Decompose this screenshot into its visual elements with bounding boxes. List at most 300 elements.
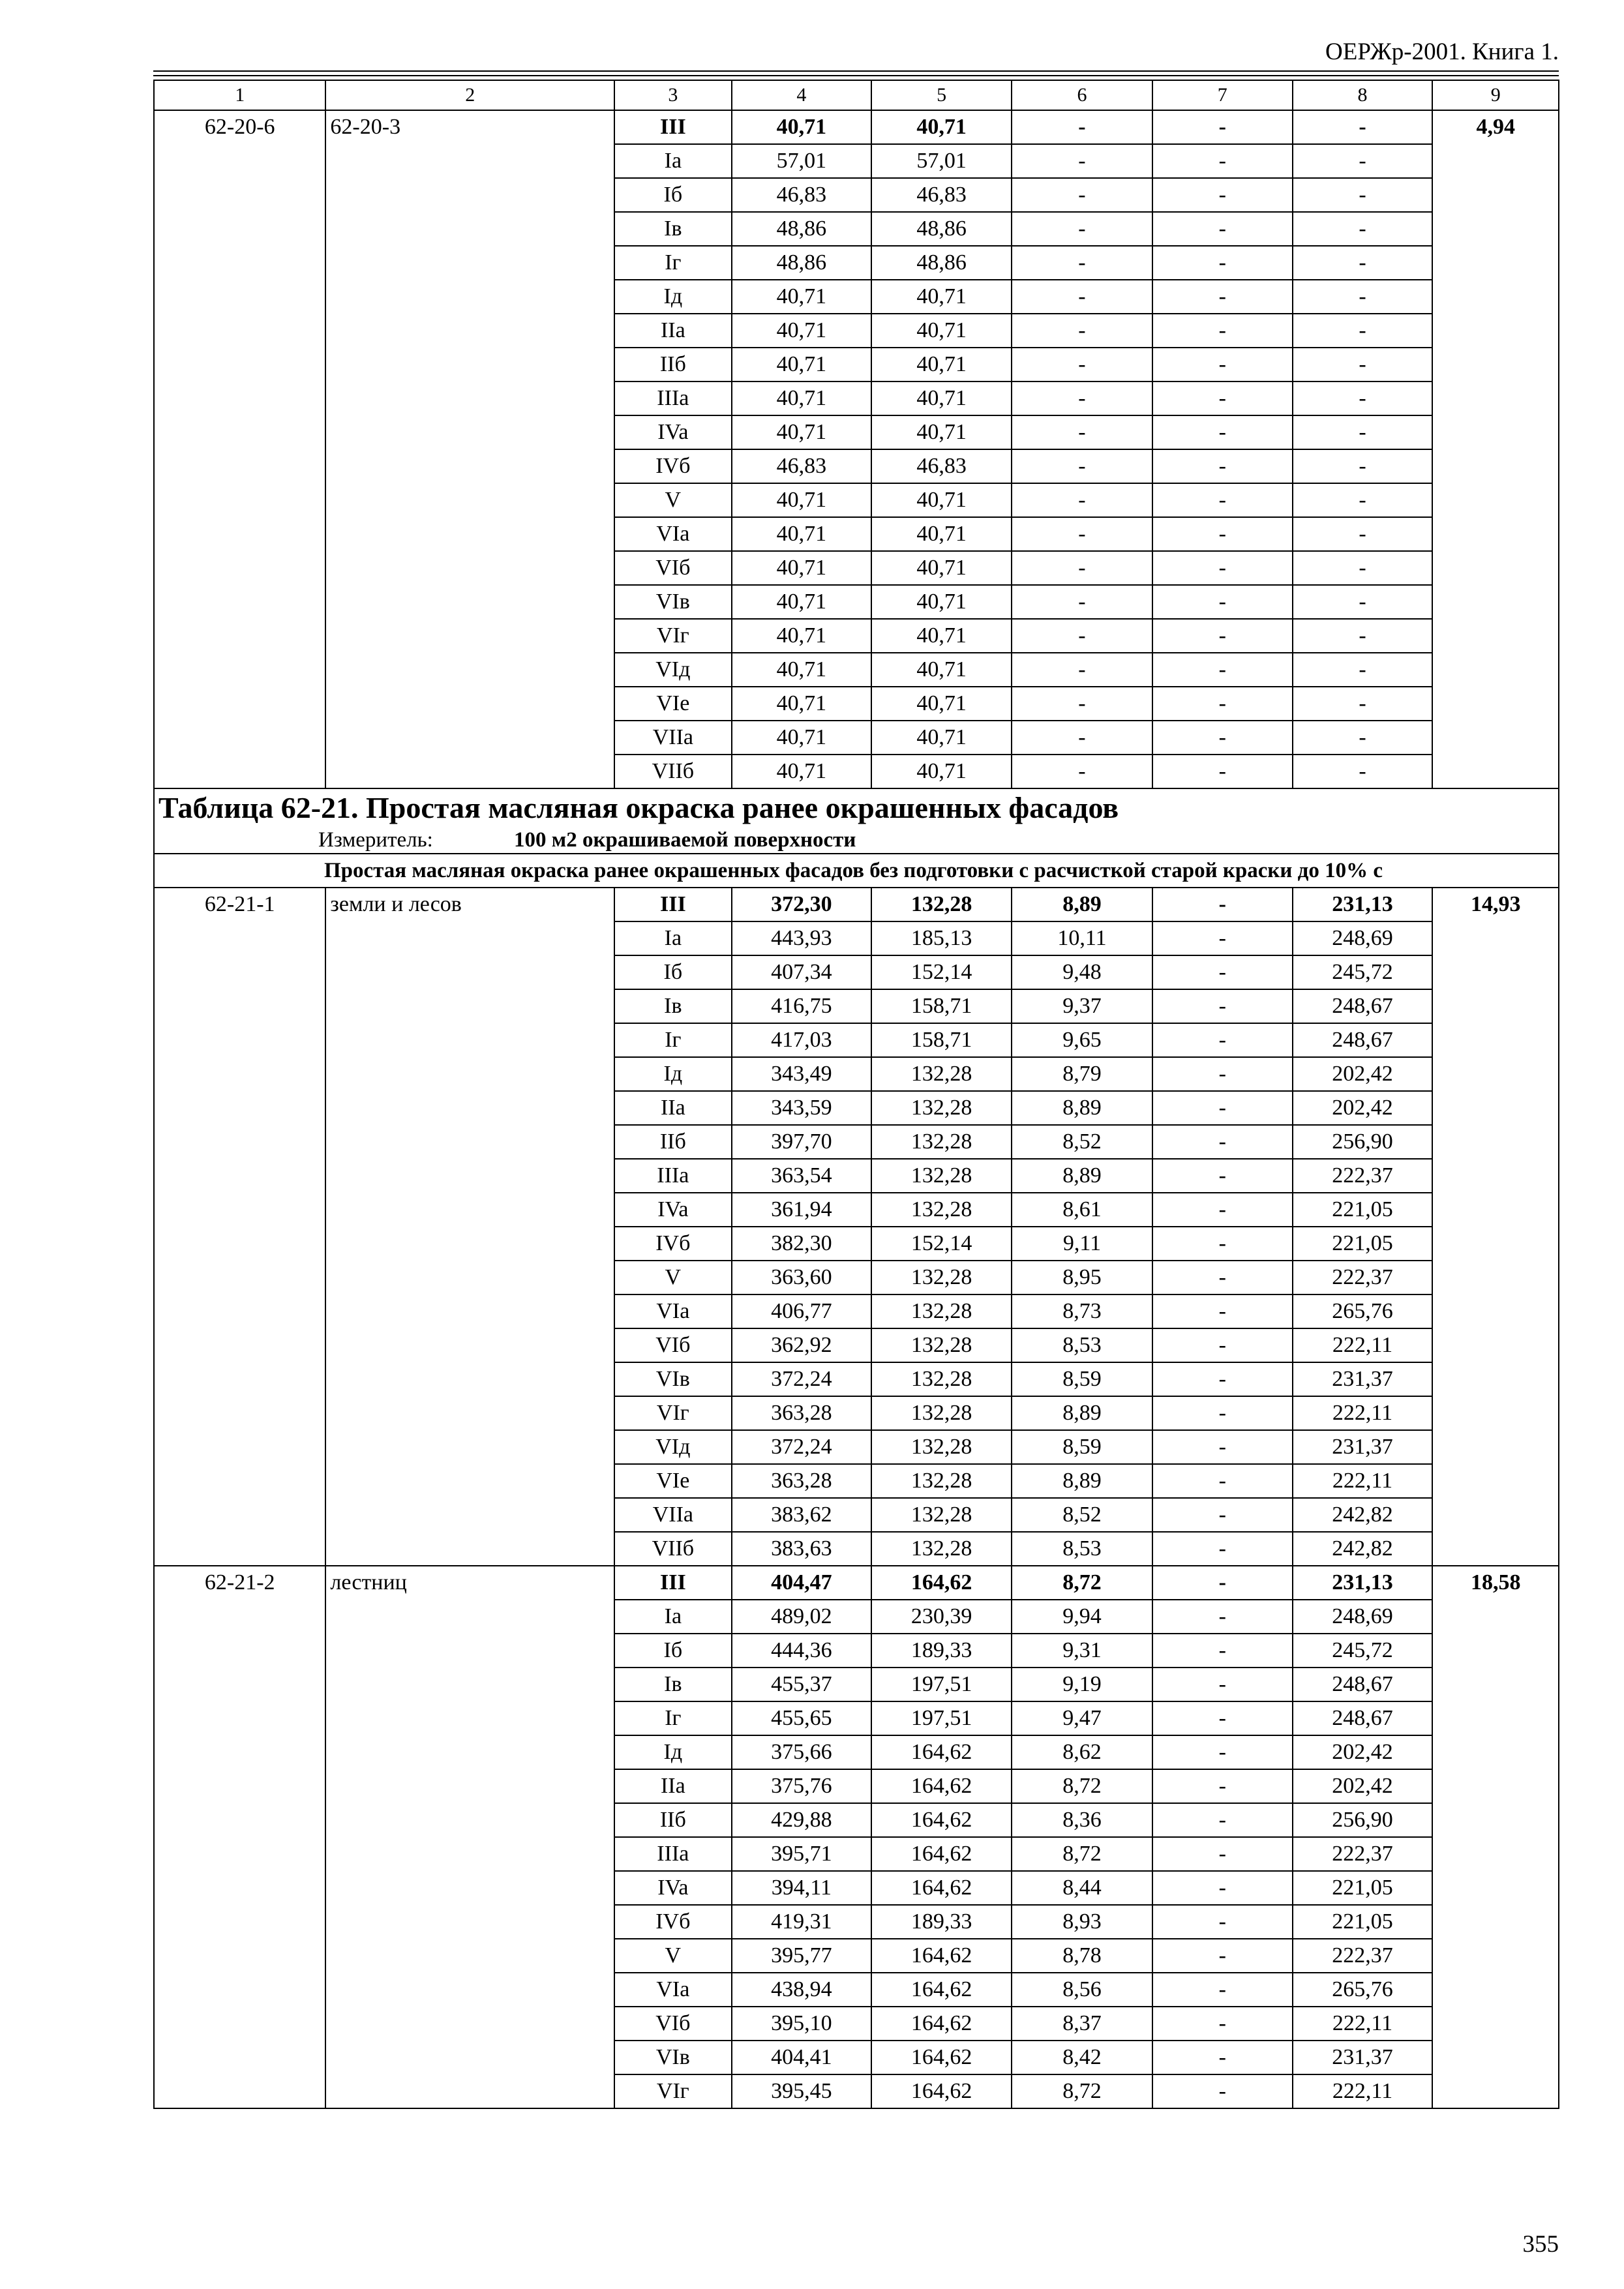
- direct-cost: 404,41: [732, 2041, 872, 2074]
- zone-code: Iб: [614, 955, 731, 989]
- material-cost: -: [1293, 551, 1433, 585]
- machine-cost: 8,62: [1012, 1735, 1152, 1769]
- material-cost: -: [1293, 619, 1433, 653]
- direct-cost: 363,60: [732, 1261, 872, 1294]
- driver-wage: -: [1152, 619, 1293, 653]
- material-cost: 265,76: [1293, 1294, 1433, 1328]
- driver-wage: -: [1152, 1261, 1293, 1294]
- direct-cost: 40,71: [732, 314, 872, 348]
- measure-label: Измеритель:: [318, 828, 433, 852]
- direct-cost: 444,36: [732, 1634, 872, 1668]
- column-number: 3: [614, 80, 731, 110]
- direct-cost: 404,47: [732, 1566, 872, 1600]
- direct-cost: 57,01: [732, 144, 872, 178]
- zone-code: VIe: [614, 687, 731, 721]
- driver-wage: -: [1152, 314, 1293, 348]
- material-cost: 221,05: [1293, 1227, 1433, 1261]
- driver-wage: -: [1152, 144, 1293, 178]
- table-body-bottom: [154, 888, 1559, 2108]
- labor-cost: 40,71: [871, 382, 1012, 415]
- labor-cost: 152,14: [871, 955, 1012, 989]
- direct-cost: 395,10: [732, 2007, 872, 2041]
- machine-cost: 8,79: [1012, 1057, 1152, 1091]
- machine-cost: 8,53: [1012, 1328, 1152, 1362]
- zone-code: VIг: [614, 1396, 731, 1430]
- material-cost: 222,37: [1293, 1261, 1433, 1294]
- material-cost: -: [1293, 449, 1433, 483]
- driver-wage: -: [1152, 1294, 1293, 1328]
- column-number-row: [154, 80, 1559, 110]
- measure-value: 100 м2 окрашиваемой поверхности: [514, 828, 856, 852]
- zone-code: VIг: [614, 619, 731, 653]
- labor-cost: 197,51: [871, 1701, 1012, 1735]
- labor-cost: 132,28: [871, 1125, 1012, 1159]
- machine-cost: 9,37: [1012, 989, 1152, 1023]
- machine-cost: 8,59: [1012, 1430, 1152, 1464]
- work-name: лестниц: [325, 1566, 614, 2108]
- zone-code: IIa: [614, 1769, 731, 1803]
- labor-cost: 164,62: [871, 1973, 1012, 2007]
- rate-code: 62-21-1: [154, 888, 325, 1566]
- zone-code: VIв: [614, 585, 731, 619]
- direct-cost: 40,71: [732, 721, 872, 755]
- material-cost: 222,11: [1293, 1396, 1433, 1430]
- material-cost: 231,37: [1293, 2041, 1433, 2074]
- labor-hours: 14,93: [1432, 888, 1559, 1566]
- description-row: [154, 854, 1559, 888]
- driver-wage: -: [1152, 921, 1293, 955]
- direct-cost: 455,37: [732, 1668, 872, 1701]
- machine-cost: 8,61: [1012, 1193, 1152, 1227]
- direct-cost: 397,70: [732, 1125, 872, 1159]
- driver-wage: -: [1152, 246, 1293, 280]
- column-number: 9: [1432, 80, 1559, 110]
- direct-cost: 40,71: [732, 585, 872, 619]
- labor-cost: 40,71: [871, 110, 1012, 144]
- labor-cost: 189,33: [871, 1905, 1012, 1939]
- zone-code: IVб: [614, 1227, 731, 1261]
- driver-wage: -: [1152, 1600, 1293, 1634]
- direct-cost: 48,86: [732, 212, 872, 246]
- driver-wage: -: [1152, 1498, 1293, 1532]
- labor-cost: 132,28: [871, 1396, 1012, 1430]
- direct-cost: 395,77: [732, 1939, 872, 1973]
- driver-wage: -: [1152, 280, 1293, 314]
- driver-wage: -: [1152, 212, 1293, 246]
- machine-cost: 9,19: [1012, 1668, 1152, 1701]
- material-cost: 221,05: [1293, 1193, 1433, 1227]
- material-cost: 265,76: [1293, 1973, 1433, 2007]
- machine-cost: 8,52: [1012, 1498, 1152, 1532]
- machine-cost: 8,89: [1012, 1396, 1152, 1430]
- machine-cost: -: [1012, 382, 1152, 415]
- labor-cost: 164,62: [871, 1939, 1012, 1973]
- material-cost: -: [1293, 110, 1433, 144]
- material-cost: 231,13: [1293, 888, 1433, 921]
- table-section-header: [154, 788, 1559, 888]
- labor-cost: 132,28: [871, 1498, 1012, 1532]
- machine-cost: -: [1012, 178, 1152, 212]
- machine-cost: 8,52: [1012, 1125, 1152, 1159]
- zone-code: VIa: [614, 1294, 731, 1328]
- driver-wage: -: [1152, 382, 1293, 415]
- machine-cost: -: [1012, 653, 1152, 687]
- zone-code: Iб: [614, 178, 731, 212]
- direct-cost: 419,31: [732, 1905, 872, 1939]
- machine-cost: 9,65: [1012, 1023, 1152, 1057]
- material-cost: 221,05: [1293, 1871, 1433, 1905]
- labor-cost: 132,28: [871, 1193, 1012, 1227]
- labor-cost: 48,86: [871, 212, 1012, 246]
- driver-wage: -: [1152, 1430, 1293, 1464]
- driver-wage: -: [1152, 348, 1293, 382]
- driver-wage: -: [1152, 955, 1293, 989]
- column-number: 4: [732, 80, 872, 110]
- driver-wage: -: [1152, 989, 1293, 1023]
- zone-code: V: [614, 1939, 731, 1973]
- column-number: 5: [871, 80, 1012, 110]
- zone-code: IVб: [614, 1905, 731, 1939]
- zone-code: VIд: [614, 653, 731, 687]
- table-row: [154, 1566, 1559, 1600]
- work-name: 62-20-3: [325, 110, 614, 788]
- labor-cost: 164,62: [871, 2074, 1012, 2108]
- driver-wage: -: [1152, 653, 1293, 687]
- material-cost: 222,11: [1293, 2074, 1433, 2108]
- direct-cost: 383,63: [732, 1532, 872, 1566]
- material-cost: -: [1293, 246, 1433, 280]
- machine-cost: 8,89: [1012, 1091, 1152, 1125]
- material-cost: 248,67: [1293, 1701, 1433, 1735]
- direct-cost: 40,71: [732, 348, 872, 382]
- driver-wage: -: [1152, 110, 1293, 144]
- direct-cost: 394,11: [732, 1871, 872, 1905]
- machine-cost: 8,44: [1012, 1871, 1152, 1905]
- direct-cost: 395,71: [732, 1837, 872, 1871]
- driver-wage: -: [1152, 517, 1293, 551]
- driver-wage: -: [1152, 1905, 1293, 1939]
- driver-wage: -: [1152, 449, 1293, 483]
- machine-cost: 8,72: [1012, 1769, 1152, 1803]
- zone-code: III: [614, 888, 731, 921]
- machine-cost: 8,72: [1012, 1566, 1152, 1600]
- driver-wage: -: [1152, 1193, 1293, 1227]
- zone-code: VIг: [614, 2074, 731, 2108]
- labor-cost: 40,71: [871, 551, 1012, 585]
- driver-wage: -: [1152, 2074, 1293, 2108]
- material-cost: -: [1293, 721, 1433, 755]
- zone-code: IIIa: [614, 1159, 731, 1193]
- zone-code: Iб: [614, 1634, 731, 1668]
- zone-code: Ia: [614, 921, 731, 955]
- machine-cost: 8,37: [1012, 2007, 1152, 2041]
- zone-code: Iд: [614, 1735, 731, 1769]
- labor-cost: 40,71: [871, 415, 1012, 449]
- direct-cost: 372,24: [732, 1430, 872, 1464]
- labor-cost: 164,62: [871, 1566, 1012, 1600]
- direct-cost: 40,71: [732, 517, 872, 551]
- material-cost: 248,67: [1293, 1023, 1433, 1057]
- measure-cell: [154, 827, 1559, 854]
- direct-cost: 429,88: [732, 1803, 872, 1837]
- labor-cost: 230,39: [871, 1600, 1012, 1634]
- driver-wage: -: [1152, 2041, 1293, 2074]
- machine-cost: 10,11: [1012, 921, 1152, 955]
- labor-cost: 164,62: [871, 1871, 1012, 1905]
- driver-wage: -: [1152, 1634, 1293, 1668]
- zone-code: V: [614, 483, 731, 517]
- direct-cost: 40,71: [732, 110, 872, 144]
- labor-cost: 197,51: [871, 1668, 1012, 1701]
- labor-cost: 132,28: [871, 1159, 1012, 1193]
- zone-code: VIв: [614, 1362, 731, 1396]
- direct-cost: 40,71: [732, 280, 872, 314]
- driver-wage: -: [1152, 1701, 1293, 1735]
- machine-cost: -: [1012, 212, 1152, 246]
- zone-code: Iд: [614, 280, 731, 314]
- driver-wage: -: [1152, 551, 1293, 585]
- direct-cost: 382,30: [732, 1227, 872, 1261]
- material-cost: 231,37: [1293, 1362, 1433, 1396]
- column-number: 6: [1012, 80, 1152, 110]
- driver-wage: -: [1152, 1668, 1293, 1701]
- zone-code: Iг: [614, 1701, 731, 1735]
- material-cost: 248,69: [1293, 1600, 1433, 1634]
- direct-cost: 361,94: [732, 1193, 872, 1227]
- machine-cost: -: [1012, 246, 1152, 280]
- labor-cost: 164,62: [871, 1803, 1012, 1837]
- driver-wage: -: [1152, 1362, 1293, 1396]
- direct-cost: 46,83: [732, 449, 872, 483]
- zone-code: Iг: [614, 246, 731, 280]
- labor-cost: 164,62: [871, 2041, 1012, 2074]
- material-cost: 248,67: [1293, 1668, 1433, 1701]
- machine-cost: 8,42: [1012, 2041, 1152, 2074]
- zone-code: IIIa: [614, 382, 731, 415]
- driver-wage: -: [1152, 1057, 1293, 1091]
- driver-wage: -: [1152, 1803, 1293, 1837]
- zone-code: IIб: [614, 348, 731, 382]
- direct-cost: 363,54: [732, 1159, 872, 1193]
- material-cost: -: [1293, 178, 1433, 212]
- material-cost: 242,82: [1293, 1498, 1433, 1532]
- material-cost: -: [1293, 687, 1433, 721]
- direct-cost: 343,49: [732, 1057, 872, 1091]
- machine-cost: -: [1012, 483, 1152, 517]
- direct-cost: 46,83: [732, 178, 872, 212]
- driver-wage: -: [1152, 1769, 1293, 1803]
- material-cost: 202,42: [1293, 1735, 1433, 1769]
- zone-code: IVa: [614, 1871, 731, 1905]
- zone-code: Iв: [614, 989, 731, 1023]
- direct-cost: 40,71: [732, 653, 872, 687]
- direct-cost: 406,77: [732, 1294, 872, 1328]
- table-body-top: [154, 80, 1559, 788]
- material-cost: 231,13: [1293, 1566, 1433, 1600]
- material-cost: 202,42: [1293, 1769, 1433, 1803]
- machine-cost: 8,72: [1012, 2074, 1152, 2108]
- driver-wage: -: [1152, 687, 1293, 721]
- direct-cost: 372,30: [732, 888, 872, 921]
- labor-cost: 132,28: [871, 1532, 1012, 1566]
- driver-wage: -: [1152, 1837, 1293, 1871]
- labor-cost: 40,71: [871, 280, 1012, 314]
- labor-cost: 40,71: [871, 687, 1012, 721]
- direct-cost: 362,92: [732, 1328, 872, 1362]
- labor-cost: 48,86: [871, 246, 1012, 280]
- machine-cost: 8,73: [1012, 1294, 1152, 1328]
- machine-cost: 8,56: [1012, 1973, 1152, 2007]
- section-title: Таблица 62-21. Простая масляная окраска ранее окрашенных фасадов: [154, 788, 1559, 827]
- labor-cost: 132,28: [871, 1294, 1012, 1328]
- column-number: 7: [1152, 80, 1293, 110]
- labor-cost: 40,71: [871, 314, 1012, 348]
- material-cost: 256,90: [1293, 1125, 1433, 1159]
- labor-hours: 18,58: [1432, 1566, 1559, 2108]
- zone-code: Iв: [614, 1668, 731, 1701]
- zone-code: IIб: [614, 1125, 731, 1159]
- machine-cost: 9,48: [1012, 955, 1152, 989]
- zone-code: IVб: [614, 449, 731, 483]
- driver-wage: -: [1152, 888, 1293, 921]
- machine-cost: -: [1012, 280, 1152, 314]
- labor-cost: 40,71: [871, 483, 1012, 517]
- zone-code: VIб: [614, 2007, 731, 2041]
- material-cost: -: [1293, 348, 1433, 382]
- section-title-row: [154, 788, 1559, 827]
- material-cost: 242,82: [1293, 1532, 1433, 1566]
- zone-code: VIIб: [614, 1532, 731, 1566]
- page-number: 355: [1522, 2231, 1559, 2258]
- machine-cost: -: [1012, 755, 1152, 788]
- zone-code: VIб: [614, 551, 731, 585]
- zone-code: IIб: [614, 1803, 731, 1837]
- driver-wage: -: [1152, 755, 1293, 788]
- direct-cost: 40,71: [732, 619, 872, 653]
- driver-wage: -: [1152, 1939, 1293, 1973]
- material-cost: -: [1293, 415, 1433, 449]
- direct-cost: 443,93: [732, 921, 872, 955]
- labor-hours: 4,94: [1432, 110, 1559, 788]
- driver-wage: -: [1152, 1159, 1293, 1193]
- machine-cost: -: [1012, 110, 1152, 144]
- zone-code: VIa: [614, 1973, 731, 2007]
- labor-cost: 132,28: [871, 1328, 1012, 1362]
- column-number: 2: [325, 80, 614, 110]
- material-cost: 222,37: [1293, 1939, 1433, 1973]
- labor-cost: 57,01: [871, 144, 1012, 178]
- direct-cost: 40,71: [732, 483, 872, 517]
- zone-code: Ia: [614, 1600, 731, 1634]
- direct-cost: 438,94: [732, 1973, 872, 2007]
- labor-cost: 164,62: [871, 1735, 1012, 1769]
- machine-cost: 8,89: [1012, 1464, 1152, 1498]
- labor-cost: 158,71: [871, 1023, 1012, 1057]
- machine-cost: -: [1012, 551, 1152, 585]
- direct-cost: 48,86: [732, 246, 872, 280]
- machine-cost: -: [1012, 348, 1152, 382]
- labor-cost: 40,71: [871, 517, 1012, 551]
- machine-cost: 8,53: [1012, 1532, 1152, 1566]
- material-cost: 222,11: [1293, 1328, 1433, 1362]
- driver-wage: -: [1152, 178, 1293, 212]
- machine-cost: 9,47: [1012, 1701, 1152, 1735]
- material-cost: 222,37: [1293, 1159, 1433, 1193]
- driver-wage: -: [1152, 1023, 1293, 1057]
- labor-cost: 132,28: [871, 1091, 1012, 1125]
- zone-code: III: [614, 1566, 731, 1600]
- zone-code: Iв: [614, 212, 731, 246]
- direct-cost: 375,66: [732, 1735, 872, 1769]
- header-rule-double: [153, 75, 1559, 76]
- zone-code: Iг: [614, 1023, 731, 1057]
- labor-cost: 46,83: [871, 178, 1012, 212]
- machine-cost: -: [1012, 415, 1152, 449]
- zone-code: VIe: [614, 1464, 731, 1498]
- material-cost: 231,37: [1293, 1430, 1433, 1464]
- labor-cost: 40,71: [871, 721, 1012, 755]
- driver-wage: -: [1152, 1735, 1293, 1769]
- material-cost: -: [1293, 755, 1433, 788]
- labor-cost: 132,28: [871, 1362, 1012, 1396]
- material-cost: 222,37: [1293, 1837, 1433, 1871]
- material-cost: 222,11: [1293, 2007, 1433, 2041]
- zone-code: VIд: [614, 1430, 731, 1464]
- material-cost: 245,72: [1293, 955, 1433, 989]
- table-row: [154, 888, 1559, 921]
- direct-cost: 407,34: [732, 955, 872, 989]
- material-cost: -: [1293, 280, 1433, 314]
- labor-cost: 164,62: [871, 1769, 1012, 1803]
- machine-cost: 8,78: [1012, 1939, 1152, 1973]
- direct-cost: 363,28: [732, 1396, 872, 1430]
- labor-cost: 132,28: [871, 1430, 1012, 1464]
- labor-cost: 132,28: [871, 1261, 1012, 1294]
- labor-cost: 40,71: [871, 755, 1012, 788]
- machine-cost: 9,94: [1012, 1600, 1152, 1634]
- direct-cost: 372,24: [732, 1362, 872, 1396]
- machine-cost: -: [1012, 449, 1152, 483]
- machine-cost: 9,31: [1012, 1634, 1152, 1668]
- zone-code: III: [614, 110, 731, 144]
- labor-cost: 185,13: [871, 921, 1012, 955]
- material-cost: 221,05: [1293, 1905, 1433, 1939]
- machine-cost: 8,89: [1012, 1159, 1152, 1193]
- machine-cost: 8,72: [1012, 1837, 1152, 1871]
- direct-cost: 489,02: [732, 1600, 872, 1634]
- column-number: 1: [154, 80, 325, 110]
- driver-wage: -: [1152, 1464, 1293, 1498]
- machine-cost: 9,11: [1012, 1227, 1152, 1261]
- machine-cost: 8,59: [1012, 1362, 1152, 1396]
- zone-code: VIIa: [614, 1498, 731, 1532]
- machine-cost: 8,36: [1012, 1803, 1152, 1837]
- machine-cost: -: [1012, 144, 1152, 178]
- driver-wage: -: [1152, 585, 1293, 619]
- labor-cost: 40,71: [871, 585, 1012, 619]
- direct-cost: 343,59: [732, 1091, 872, 1125]
- zone-code: IIa: [614, 1091, 731, 1125]
- direct-cost: 416,75: [732, 989, 872, 1023]
- machine-cost: 8,89: [1012, 888, 1152, 921]
- table-row: [154, 110, 1559, 144]
- direct-cost: 395,45: [732, 2074, 872, 2108]
- zone-code: VIв: [614, 2041, 731, 2074]
- labor-cost: 164,62: [871, 1837, 1012, 1871]
- driver-wage: -: [1152, 1566, 1293, 1600]
- direct-cost: 363,28: [732, 1464, 872, 1498]
- page-header-title: ОЕРЖр-2001. Книга 1.: [1325, 38, 1559, 65]
